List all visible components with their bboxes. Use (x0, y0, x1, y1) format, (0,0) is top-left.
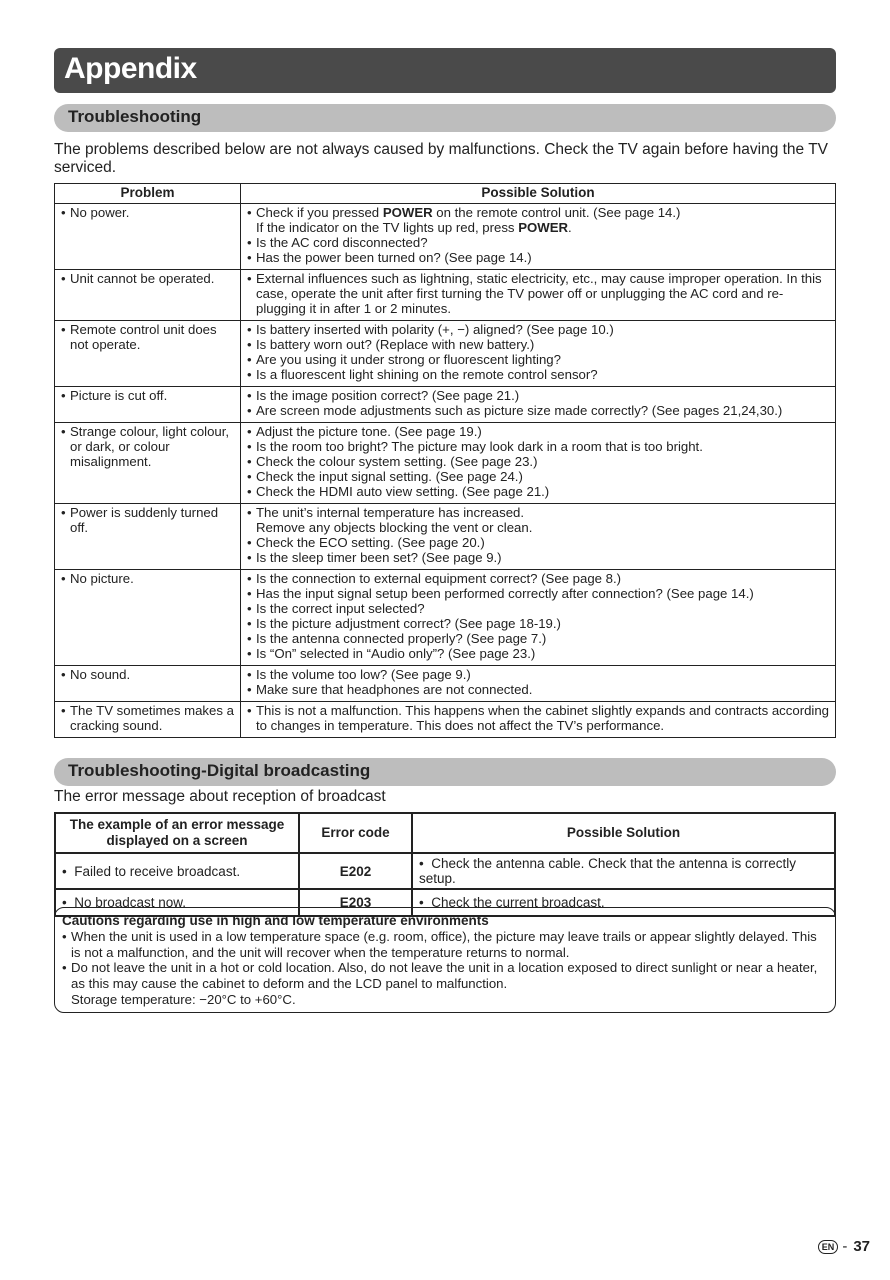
list-item: Remove any objects blocking the vent or clean. (256, 520, 533, 535)
list-item: • Make sure that headphones are not connected. (247, 682, 533, 697)
error-message-cell: • No broadcast now. (55, 889, 299, 916)
problem-cell: • The TV sometimes makes a cracking sound. (55, 702, 241, 738)
list-item: • Is battery worn out? (Replace with new battery.) (247, 337, 535, 352)
list-item: • Is the correct input selected? (247, 601, 425, 616)
solution-cell (241, 666, 836, 702)
problem-cell: • Strange colour, light colour, or dark, or colour misalignment. (55, 423, 241, 504)
table-row (55, 270, 836, 321)
list-item: • Check the colour system setting. (See page 23.) (247, 454, 538, 469)
problem-cell: • Remote control unit does not operate. (55, 321, 241, 387)
section-heading-troubleshooting: Troubleshooting (54, 104, 836, 132)
list-item: • Is the volume too low? (See page 9.) (247, 667, 471, 682)
solution-cell (241, 570, 836, 666)
column-header-error-code: Error code (299, 813, 412, 853)
list-item: • Is a fluorescent light shining on the remote control sensor? (247, 367, 598, 382)
list-item: • The unit’s internal temperature has increased. (247, 505, 525, 520)
problem-cell: • Picture is cut off. (55, 387, 241, 423)
list-item: • Is the image position correct? (See page 21.) (247, 388, 520, 403)
table-row (55, 570, 836, 666)
list-item: • Check the HDMI auto view setting. (See page 21.) (247, 484, 550, 499)
page-footer (818, 1238, 870, 1255)
solution-cell (241, 321, 836, 387)
list-item: • Is battery inserted with polarity (+, −) aligned? (See page 10.) (247, 322, 614, 337)
list-item: • Is “On” selected in “Audio only”? (See page 23.) (247, 646, 536, 661)
page-number: 37 (853, 1238, 870, 1255)
solution-cell (241, 504, 836, 570)
page-title: Appendix (54, 48, 836, 93)
error-code-cell: E202 (299, 853, 412, 889)
list-item: • Adjust the picture tone. (See page 19.) (247, 424, 482, 439)
list-item: • Are screen mode adjustments such as picture size made correctly? (See pages 21,24,30.) (247, 403, 783, 418)
intro-text: The problems described below are not always caused by malfunctions. Check the TV again before having the TV serviced. (54, 141, 829, 176)
list-item: • Is the picture adjustment correct? (See page 18-19.) (247, 616, 561, 631)
list-item: • Is the sleep timer been set? (See page 9.) (247, 550, 502, 565)
column-header-problem: Problem (55, 184, 241, 204)
table-header-row (55, 184, 836, 204)
list-item: • When the unit is used in a low temperature space (e.g. room, office), the picture may leave trails or appear slightly delayed. This is not a malfunction, and the unit will recover when the temperature returns to normal. (62, 928, 817, 960)
error-message-subtitle: The error message about reception of broadcast (54, 788, 386, 805)
list-item: • Is the AC cord disconnected? (247, 235, 428, 250)
table-row (55, 504, 836, 570)
list-item: • Check the input signal setting. (See page 24.) (247, 469, 523, 484)
storage-temperature: Storage temperature: −20°C to +60°C. (71, 991, 296, 1007)
list-item: • External influences such as lightning, static electricity, etc., may cause improper operation. In this case, operate the unit after first turning the TV power off or unplugging the AC cord and re-plugging it in after 1 or 2 minutes. (247, 271, 822, 316)
solution-cell: • Check the antenna cable. Check that the antenna is correctly setup. (412, 853, 835, 889)
language-badge: EN (818, 1240, 839, 1254)
column-header-solution: Possible Solution (241, 184, 836, 204)
problem-cell: • No picture. (55, 570, 241, 666)
list-item: • Check if you pressed POWER on the remote control unit. (See page 14.) (247, 205, 681, 220)
column-header-solution: Possible Solution (412, 813, 835, 853)
solution-cell (241, 387, 836, 423)
problem-cell: • Unit cannot be operated. (55, 270, 241, 321)
error-message-cell: • Failed to receive broadcast. (55, 853, 299, 889)
caution-box (54, 907, 836, 1013)
column-header-example: The example of an error message displayed on a screen (55, 813, 299, 853)
problem-cell: • Power is suddenly turned off. (55, 504, 241, 570)
solution-cell (241, 423, 836, 504)
table-header-row (55, 813, 835, 853)
list-item: • Is the antenna connected properly? (See page 7.) (247, 631, 547, 646)
error-code-table (54, 812, 836, 917)
list-item: • Do not leave the unit in a hot or cold location. Also, do not leave the unit in a location exposed to direct sunlight or near a heater, as this may cause the cabinet to deform and the LCD panel to malfunction. (62, 960, 818, 992)
table-row (55, 666, 836, 702)
solution-cell (241, 702, 836, 738)
error-code-cell: E203 (299, 889, 412, 916)
problem-cell: • No power. (55, 204, 241, 270)
solution-cell (241, 204, 836, 270)
list-item: • Check the ECO setting. (See page 20.) (247, 535, 485, 550)
solution-cell: • Check the current broadcast. (412, 889, 835, 916)
list-item: • Has the power been turned on? (See page 14.) (247, 250, 532, 265)
table-row (55, 387, 836, 423)
list-item: • Are you using it under strong or fluorescent lighting? (247, 352, 561, 367)
list-item: • This is not a malfunction. This happens when the cabinet slightly expands and contracts according to changes in temperature. This does not affect the TV’s performance. (247, 703, 830, 733)
table-row (55, 204, 836, 270)
table-row (55, 423, 836, 504)
table-row (55, 853, 835, 889)
list-item: If the indicator on the TV lights up red, press POWER. (256, 220, 572, 235)
solution-cell (241, 270, 836, 321)
list-item: • Is the room too bright? The picture may look dark in a room that is too bright. (247, 439, 703, 454)
table-row (55, 321, 836, 387)
caution-heading: Cautions regarding use in high and low temperature environments (62, 913, 489, 928)
section-heading-digital-broadcasting: Troubleshooting-Digital broadcasting (54, 758, 836, 786)
list-item: • Has the input signal setup been performed correctly after connection? (See page 14.) (247, 586, 754, 601)
troubleshooting-table (54, 183, 836, 738)
footer-separator: - (842, 1238, 848, 1255)
list-item: • Is the connection to external equipment correct? (See page 8.) (247, 571, 622, 586)
problem-cell: • No sound. (55, 666, 241, 702)
table-row (55, 702, 836, 738)
